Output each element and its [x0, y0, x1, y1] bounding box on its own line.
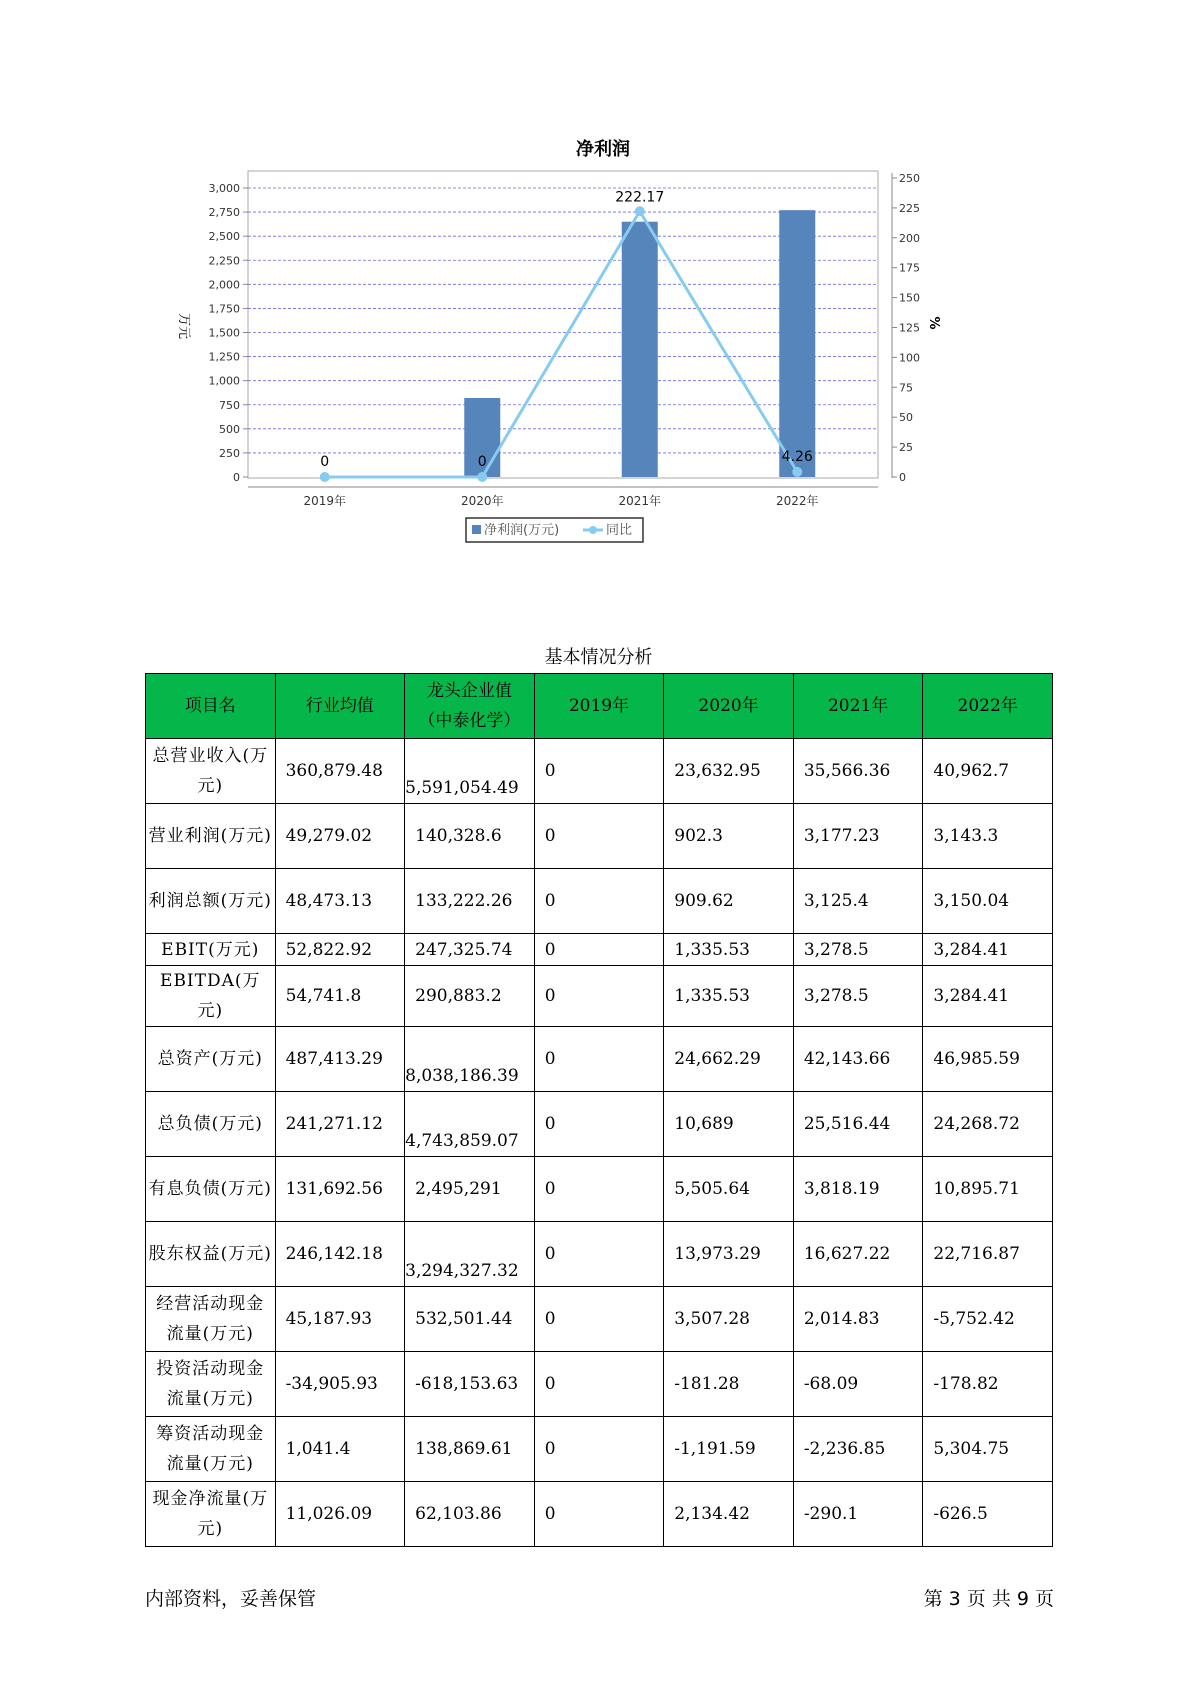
row-label: 营业利润(万元) [146, 804, 276, 869]
table-cell: 487,413.29 [275, 1027, 405, 1092]
table-cell: -178.82 [923, 1352, 1053, 1417]
x-tick-label: 2021年 [618, 494, 662, 508]
table-cell: 10,895.71 [923, 1157, 1053, 1222]
table-cell: 0 [534, 1352, 664, 1417]
table-cell: 0 [534, 869, 664, 934]
table-cell: 25,516.44 [793, 1092, 923, 1157]
table-cell: 0 [534, 1482, 664, 1547]
row-label: 总资产(万元) [146, 1027, 276, 1092]
table-cell: -290.1 [793, 1482, 923, 1547]
table-cell: -34,905.93 [275, 1352, 405, 1417]
table-cell: 3,507.28 [664, 1287, 794, 1352]
y2-tick-label: 75 [899, 381, 913, 395]
data-label: 0 [320, 454, 330, 470]
table-cell: 247,325.74 [405, 934, 535, 966]
header-cell: 行业均值 [275, 674, 405, 739]
y-axis-label: 万元 [176, 312, 191, 340]
table-cell: 54,741.8 [275, 966, 405, 1027]
row-label: 现金净流量(万元) [146, 1482, 276, 1547]
table-cell: -68.09 [793, 1352, 923, 1417]
table-row [146, 1157, 1053, 1222]
row-label: EBITDA(万元) [146, 966, 276, 1027]
table-cell: 133,222.26 [405, 869, 535, 934]
table-row [146, 869, 1053, 934]
line-point [477, 472, 487, 482]
table-cell: 5,304.75 [923, 1417, 1053, 1482]
y-tick-label: 1,500 [208, 326, 240, 340]
header-cell: 2021年 [793, 674, 923, 739]
table-body [146, 739, 1053, 1547]
table-cell: 2,014.83 [793, 1287, 923, 1352]
row-label: 投资活动现金流量(万元) [146, 1352, 276, 1417]
table-cell: 3,284.41 [923, 934, 1053, 966]
y2-tick-label: 125 [899, 321, 920, 335]
table-cell: 3,125.4 [793, 869, 923, 934]
y2-tick-label: 225 [899, 201, 920, 215]
table-cell: 11,026.09 [275, 1482, 405, 1547]
y2-tick-label: 250 [899, 172, 920, 185]
table-cell: 3,278.5 [793, 934, 923, 966]
row-label: 筹资活动现金流量(万元) [146, 1417, 276, 1482]
table-row [146, 1027, 1053, 1092]
line-point [635, 206, 645, 216]
table-row [146, 1222, 1053, 1287]
table-cell: 0 [534, 1222, 664, 1287]
net-profit-chart [150, 130, 1030, 590]
y-tick-label: 0 [233, 471, 240, 484]
table-cell: -626.5 [923, 1482, 1053, 1547]
table-cell: 45,187.93 [275, 1287, 405, 1352]
table-cell: 16,627.22 [793, 1222, 923, 1287]
x-tick-label: 2020年 [460, 494, 504, 508]
y2-tick-label: 200 [899, 231, 920, 245]
data-label: 4.26 [781, 448, 813, 465]
table-row [146, 1287, 1053, 1352]
x-tick-label: 2022年 [775, 494, 819, 508]
table-cell: 3,294,327.32 [405, 1222, 535, 1287]
table-cell: 49,279.02 [275, 804, 405, 869]
table-cell: -618,153.63 [405, 1352, 535, 1417]
table-cell: 3,150.04 [923, 869, 1053, 934]
chart-legend [466, 518, 643, 542]
basic-analysis-table [145, 673, 1053, 1547]
table-cell: 4,743,859.07 [405, 1092, 535, 1157]
line-point [792, 467, 802, 477]
legend-label: 净利润(万元) [484, 523, 560, 538]
table-cell: 1,335.53 [664, 934, 794, 966]
table-cell: 0 [534, 966, 664, 1027]
table-cell: 2,495,291 [405, 1157, 535, 1222]
table-cell: 24,268.72 [923, 1092, 1053, 1157]
header-cell: 2020年 [664, 674, 794, 739]
table-cell: 5,591,054.49 [405, 739, 535, 804]
table-cell: 3,177.23 [793, 804, 923, 869]
y-tick-label: 1,750 [208, 302, 240, 316]
y2-tick-label: 50 [899, 411, 913, 425]
table-cell: 3,284.41 [923, 966, 1053, 1027]
table-cell: 0 [534, 1417, 664, 1482]
table-cell: 290,883.2 [405, 966, 535, 1027]
table-cell: 48,473.13 [275, 869, 405, 934]
table-cell: 0 [534, 739, 664, 804]
bar [622, 222, 658, 477]
table-row [146, 934, 1053, 966]
row-label: 有息负债(万元) [146, 1157, 276, 1222]
chart-title: 净利润 [576, 139, 630, 160]
row-label: 总营业收入(万元) [146, 739, 276, 804]
table-cell: 13,973.29 [664, 1222, 794, 1287]
table-caption: 基本情况分析 [544, 647, 653, 668]
x-tick-label: 2019年 [303, 494, 347, 508]
bar [779, 210, 815, 477]
table-cell: 0 [534, 1287, 664, 1352]
y-tick-label: 250 [219, 446, 240, 460]
table-cell: -5,752.42 [923, 1287, 1053, 1352]
data-label: 222.17 [615, 189, 665, 206]
y2-tick-label: 150 [899, 291, 920, 305]
y-tick-label: 2,500 [208, 230, 240, 244]
table-cell: 22,716.87 [923, 1222, 1053, 1287]
legend-marker [589, 526, 597, 534]
y-tick-label: 2,000 [208, 278, 240, 292]
table-cell: 52,822.92 [275, 934, 405, 966]
table-cell: 35,566.36 [793, 739, 923, 804]
table-cell: 24,662.29 [664, 1027, 794, 1092]
table-cell: 10,689 [664, 1092, 794, 1157]
table-row [146, 966, 1053, 1027]
y-tick-label: 500 [219, 422, 240, 436]
y-tick-label: 1,250 [208, 350, 240, 364]
y-tick-label: 2,250 [208, 254, 240, 268]
row-label: 总负债(万元) [146, 1092, 276, 1157]
table-cell: 138,869.61 [405, 1417, 535, 1482]
table-cell: 0 [534, 804, 664, 869]
y-tick-label: 3,000 [208, 182, 240, 195]
table-cell: 0 [534, 1027, 664, 1092]
table-row [146, 1482, 1053, 1547]
table-cell: 3,143.3 [923, 804, 1053, 869]
table-cell: 909.62 [664, 869, 794, 934]
table-row [146, 1417, 1053, 1482]
table-cell: 40,962.7 [923, 739, 1053, 804]
y2-tick-label: 25 [899, 441, 913, 455]
table-header-row [146, 674, 1053, 739]
y2-axis-label: % [926, 316, 941, 330]
table-cell: 241,271.12 [275, 1092, 405, 1157]
table-row [146, 804, 1053, 869]
right-axis [892, 172, 920, 484]
data-label: 0 [477, 454, 487, 470]
row-label: 经营活动现金流量(万元) [146, 1287, 276, 1352]
header-cell: 2022年 [923, 674, 1053, 739]
table-cell: 5,505.64 [664, 1157, 794, 1222]
row-label: EBIT(万元) [146, 934, 276, 966]
table-cell: 62,103.86 [405, 1482, 535, 1547]
table-cell: -181.28 [664, 1352, 794, 1417]
table-cell: -2,236.85 [793, 1417, 923, 1482]
table-cell: 140,328.6 [405, 804, 535, 869]
table-cell: 1,335.53 [664, 966, 794, 1027]
y-tick-label: 1,000 [208, 374, 240, 388]
table-cell: 360,879.48 [275, 739, 405, 804]
table-cell: 3,278.5 [793, 966, 923, 1027]
y2-tick-label: 0 [899, 471, 906, 484]
row-label: 股东权益(万元) [146, 1222, 276, 1287]
legend-swatch-bar [472, 525, 481, 534]
table-cell: 0 [534, 1092, 664, 1157]
line-point [320, 472, 330, 482]
table-row [146, 739, 1053, 804]
left-axis [209, 182, 249, 484]
table-row [146, 1352, 1053, 1417]
table-cell: 1,041.4 [275, 1417, 405, 1482]
table-cell: 23,632.95 [664, 739, 794, 804]
table-cell: 46,985.59 [923, 1027, 1053, 1092]
y-tick-label: 750 [219, 398, 240, 412]
header-cell: 2019年 [534, 674, 664, 739]
table-cell: 532,501.44 [405, 1287, 535, 1352]
footer-page-number: 第 3 页 共 9 页 [923, 1588, 1054, 1610]
table-cell: 8,038,186.39 [405, 1027, 535, 1092]
y-tick-label: 2,750 [208, 206, 240, 220]
y2-tick-label: 175 [899, 261, 920, 275]
table-cell: 0 [534, 1157, 664, 1222]
table-cell: 246,142.18 [275, 1222, 405, 1287]
table-cell: -1,191.59 [664, 1417, 794, 1482]
table-cell: 0 [534, 934, 664, 966]
footer-confidential: 内部资料，妥善保管 [145, 1588, 317, 1610]
table-cell: 42,143.66 [793, 1027, 923, 1092]
legend-label: 同比 [606, 523, 633, 538]
table-cell: 902.3 [664, 804, 794, 869]
header-cell: 龙头企业值（中泰化学） [405, 674, 535, 739]
table-row [146, 1092, 1053, 1157]
table-cell: 2,134.42 [664, 1482, 794, 1547]
x-axis [248, 487, 878, 508]
table-cell: 131,692.56 [275, 1157, 405, 1222]
table-cell: 3,818.19 [793, 1157, 923, 1222]
y2-tick-label: 100 [899, 351, 920, 365]
row-label: 利润总额(万元) [146, 869, 276, 934]
header-cell: 项目名 [146, 674, 276, 739]
